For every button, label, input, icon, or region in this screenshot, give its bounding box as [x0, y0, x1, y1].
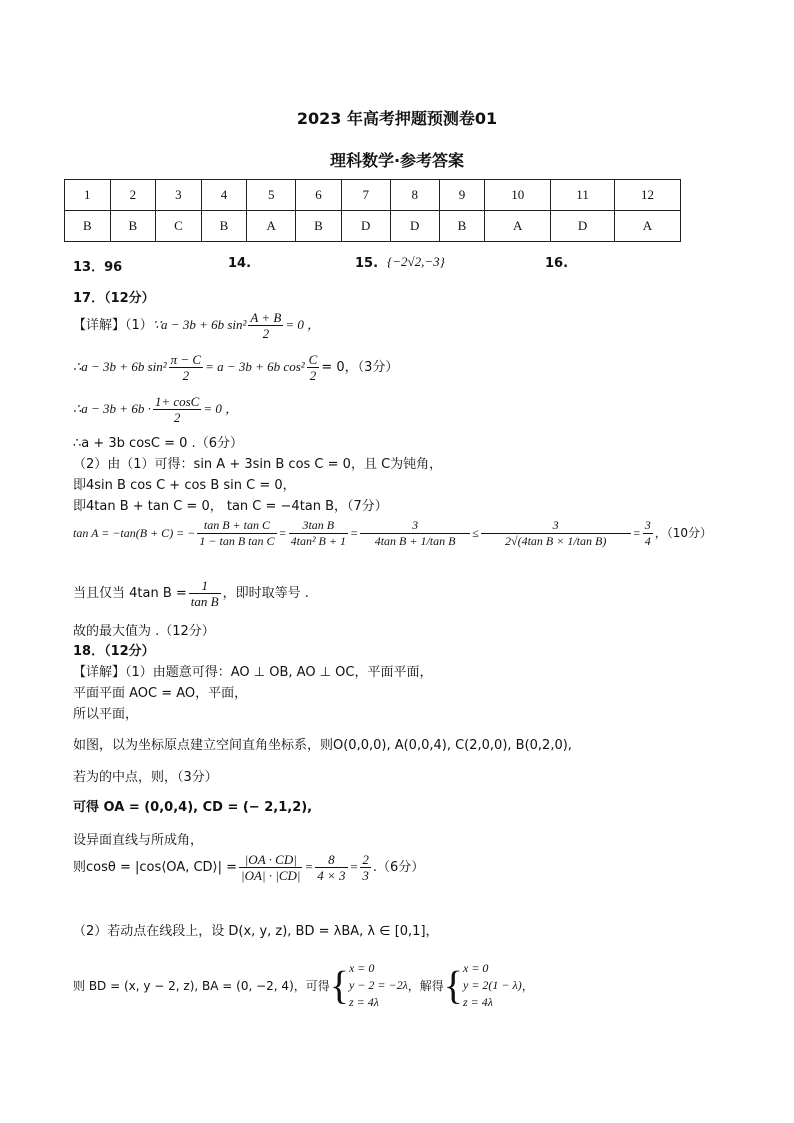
- table-row-answers: [65, 211, 681, 242]
- q17-l2-tail: = 0，（3分）: [321, 360, 399, 375]
- q17-l2-a: ∴a − 3b + 6b sin²: [73, 359, 167, 374]
- table-cell: A: [614, 211, 680, 242]
- q17-line-3: [73, 394, 238, 425]
- q17-heading: 17．（12分）: [73, 291, 155, 306]
- fraction-num: C: [308, 352, 318, 367]
- equation: x = 0: [463, 961, 489, 975]
- fraction-den: 4 × 3: [317, 868, 346, 883]
- page-title: 2023 年高考押题预测卷01: [296, 109, 498, 128]
- fraction-den: 2: [262, 326, 270, 341]
- q17-line-4: ∴a + 3b cosC = 0 .（6分）: [73, 436, 243, 451]
- fraction-num: 3: [644, 518, 651, 532]
- q17-line-2: [73, 352, 398, 383]
- q17-line-6: 即4sin B cos C + cos B sin C = 0，: [73, 478, 296, 493]
- q17-l3-tail: = 0 ，: [203, 401, 239, 416]
- fraction-den: 4: [644, 534, 651, 548]
- equation: x = 0: [348, 961, 375, 975]
- table-cell: 5: [247, 180, 296, 211]
- fraction-num: π − C: [170, 352, 202, 367]
- equals-sign: =: [278, 526, 287, 540]
- table-cell: A: [485, 211, 551, 242]
- fraction-den: 4tan² B + 1: [290, 534, 346, 548]
- fraction-den: 2√(4tan B × 1/tan B): [505, 534, 607, 548]
- fraction: [197, 518, 276, 549]
- table-cell: 3: [156, 180, 202, 211]
- equation: z = 4λ: [463, 995, 493, 1009]
- table-cell: 8: [390, 180, 439, 211]
- q17-line-9: [73, 578, 309, 609]
- table-cell: B: [110, 211, 156, 242]
- fraction: [315, 852, 347, 883]
- q18-l10-a: 则 BD = (x, y − 2, z), BA = (0, −2, 4)，可得: [73, 979, 330, 993]
- fraction-num: 2: [362, 852, 369, 867]
- q17-l1-tail: = 0 ，: [285, 317, 321, 332]
- table-cell: 12: [614, 180, 680, 211]
- fraction-num: 8: [315, 852, 347, 868]
- q18-line-8: [73, 852, 424, 883]
- fraction-den: |OA| · |CD|: [241, 868, 301, 883]
- q17-l8-a: tan A = −tan(B + C) = −: [73, 526, 196, 540]
- q18-line-2: 平面平面 AOC = AO，平面，: [73, 686, 248, 701]
- equals-sign: =: [304, 859, 314, 874]
- table-cell: 2: [110, 180, 156, 211]
- fraction-num: |OA · CD|: [239, 852, 302, 868]
- q17-l1-prefix: 【详解】（1）: [73, 318, 153, 333]
- q18-line-3: 所以平面，: [73, 707, 139, 722]
- q17-l1-math: ∵a − 3b + 6b sin²: [152, 317, 247, 332]
- table-cell: 4: [201, 180, 247, 211]
- fraction-den: 2: [173, 410, 181, 425]
- q18-l10-b: ，解得: [407, 979, 444, 993]
- q17-line-5: （2）由（1）可得：sin A + 3sin B cos C = 0，且 C为钝角，: [73, 457, 443, 472]
- fraction: [643, 518, 653, 549]
- q17-l3-math: ∴a − 3b + 6b ·: [73, 401, 151, 416]
- equals-sign: =: [632, 526, 641, 540]
- equals-sign: =: [349, 526, 359, 540]
- answer-15-value: {−2√2,−3}: [387, 254, 445, 269]
- table-cell: B: [201, 211, 247, 242]
- fraction-den: 2: [309, 368, 317, 383]
- q18-line-4: 如图，以为坐标原点建立空间直角坐标系，则O(0,0,0), A(0,0,4), C(2,0,0), B(0,2,0),: [73, 738, 572, 753]
- table-cell: B: [296, 211, 342, 242]
- fraction: [289, 518, 348, 549]
- table-cell: 6: [296, 180, 342, 211]
- q18-l8-a: 则cosθ = |cos⟨OA, CD⟩| =: [73, 860, 238, 875]
- q18-l8-tail: .（6分）: [372, 860, 425, 875]
- table-cell: C: [156, 211, 202, 242]
- table-cell: 7: [341, 180, 390, 211]
- equation-system-1: [349, 960, 408, 1011]
- fraction: [189, 578, 221, 609]
- table-cell: 1: [65, 180, 111, 211]
- fraction-den: tan B: [190, 594, 219, 609]
- fraction-num: A + B: [250, 310, 282, 325]
- answer-13: 13．96: [73, 260, 123, 275]
- fraction-den: 1 − tan B tan C: [199, 534, 275, 548]
- q17-l2-b: = a − 3b + 6b cos²: [205, 359, 305, 374]
- q17-line-10: 故的最大值为 .（12分）: [73, 624, 215, 639]
- fraction: [307, 352, 320, 383]
- answer-16: 16.: [545, 256, 569, 271]
- fraction-num: 3: [360, 518, 470, 534]
- le-sign: ≤: [472, 526, 479, 540]
- fraction: [248, 310, 283, 341]
- q18-line-1: 【详解】（1）由题意可得：AO ⊥ OB, AO ⊥ OC，平面平面，: [73, 665, 433, 680]
- q17-line-8: [73, 518, 712, 549]
- table-cell: B: [65, 211, 111, 242]
- answer-table: [64, 179, 681, 242]
- table-row-numbers: [65, 180, 681, 211]
- equation: y = 2(1 − λ): [463, 978, 522, 992]
- fraction: [153, 394, 202, 425]
- table-cell: 10: [485, 180, 551, 211]
- q18-line-10: [73, 960, 534, 1011]
- table-cell: D: [551, 211, 615, 242]
- fraction: [360, 852, 371, 883]
- fraction: [360, 518, 470, 549]
- table-cell: A: [247, 211, 296, 242]
- q18-line-7: 设异面直线与所成角，: [73, 833, 204, 848]
- q17-line-1: [73, 310, 320, 341]
- answer-14: 14.: [228, 256, 252, 271]
- equals-sign: =: [349, 859, 359, 874]
- equation: y − 2 = −2λ: [348, 978, 408, 992]
- q18-line-9: （2）若动点在线段上，设 D(x, y, z), BD = λBA, λ ∈ [0,1]，: [73, 924, 439, 939]
- fraction-num: 3: [481, 518, 631, 534]
- fraction: [239, 852, 302, 883]
- equation-system-2: [463, 960, 522, 1011]
- fraction-num: 1: [189, 578, 221, 594]
- page-subtitle: 理科数学·参考答案: [329, 151, 465, 170]
- left-brace-icon: {: [329, 962, 349, 1008]
- q18-l10-tail: ，: [521, 979, 534, 993]
- q17-l9-a: 当且仅当 4tan B =: [73, 586, 187, 601]
- fraction-den: 4tan B + 1/tan B: [374, 534, 456, 548]
- fraction-den: 3: [362, 868, 369, 883]
- equation: z = 4λ: [348, 995, 379, 1009]
- answer-15: 15.: [355, 256, 379, 271]
- table-cell: 9: [439, 180, 485, 211]
- fraction-den: 2: [182, 368, 190, 383]
- table-cell: 11: [551, 180, 615, 211]
- table-cell: D: [341, 211, 390, 242]
- q17-l8-tail: ，（10分）: [654, 526, 713, 540]
- fraction-num: 3tan B: [289, 518, 348, 534]
- fraction-num: tan B + tan C: [197, 518, 276, 534]
- q18-heading: 18．（12分）: [73, 644, 155, 659]
- q17-l9-tail: ，即时取等号 .: [222, 586, 309, 601]
- q18-line-6: 可得 OA = (0,0,4), CD = (− 2,1,2),: [73, 800, 313, 815]
- fraction-num: 1+ cosC: [154, 394, 200, 409]
- left-brace-icon: {: [443, 962, 463, 1008]
- table-cell: D: [390, 211, 439, 242]
- fraction: [481, 518, 631, 549]
- q17-line-7: 即4tan B + tan C = 0， tan C = −4tan B，（7分）: [73, 499, 388, 514]
- q18-line-5: 若为的中点，则，（3分）: [73, 770, 218, 785]
- fraction: [169, 352, 203, 383]
- table-cell: B: [439, 211, 485, 242]
